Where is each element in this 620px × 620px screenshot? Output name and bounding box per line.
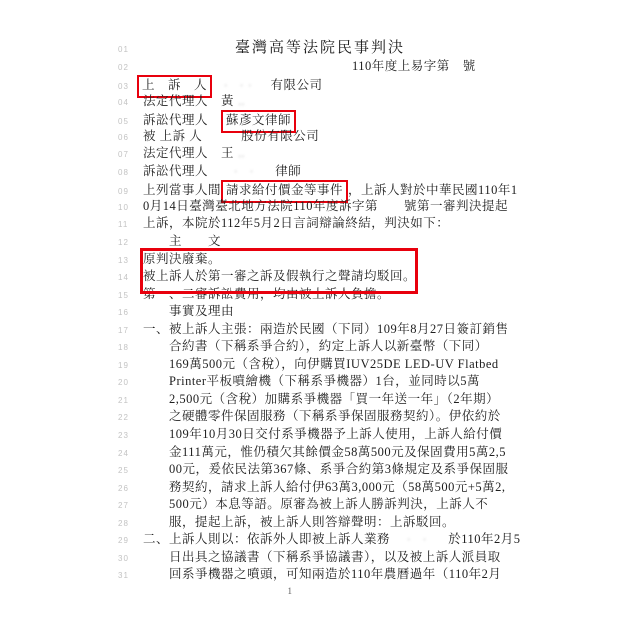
body-text: Printer平板噴繪機（下稱系爭機器）1台，並同時以5萬: [143, 374, 481, 389]
line-number: 24: [118, 448, 129, 458]
attorney-name-highlight: 蘇彥文律師: [221, 110, 296, 133]
facts-text-line: [100, 514, 540, 532]
litigation-attorney-label: 訴訟代理人: [143, 163, 235, 178]
line-number: 18: [118, 343, 129, 353]
body-text: 上列當事人間: [143, 183, 222, 198]
appellee-text: 被 上訴 人 股份有限公司: [143, 128, 320, 143]
body-text: 二、上訴人則以：依訴外人即被上訴人業務: [143, 532, 404, 547]
line-number: 02: [118, 62, 129, 72]
line-number: 30: [118, 553, 129, 563]
body-text: 之硬體零件保固服務（下稱系爭保固服務契約）。伊依約於: [143, 409, 501, 424]
facts-text-line: [100, 356, 540, 374]
line-number: 14: [118, 273, 129, 283]
body-text: 務契約，請求上訴人給付伊63萬3,000元（58萬500元+5萬2,: [143, 479, 506, 494]
facts-heading: 事實及理由: [143, 304, 235, 319]
body-text: ，上訴人對於中華民國110年1: [348, 183, 518, 198]
redacted-name: · ·: [407, 535, 432, 547]
line-number: 22: [118, 413, 129, 423]
appellee-line: [100, 128, 540, 146]
line-number: 13: [118, 255, 129, 265]
body-text: 於110年2月5: [435, 532, 521, 547]
facts-text-line: [100, 391, 540, 409]
body-text: 一、被上訴人主張：兩造於民國（下同）109年8月27日簽訂銷售: [143, 321, 509, 336]
body-text: 169萬500元（含稅），向伊購買IUV25DE LED-UV Flatbed: [143, 356, 499, 371]
line-number: 06: [118, 132, 129, 142]
facts-text-line: [100, 531, 540, 549]
main-text-heading: 主 文: [143, 234, 222, 249]
line-number: 19: [118, 360, 129, 370]
judgment-line: [100, 251, 540, 269]
line-number: 16: [118, 308, 129, 318]
facts-text-line: [100, 549, 540, 567]
line-number: 12: [118, 238, 129, 248]
line-number: 01: [118, 45, 129, 54]
body-text: 日出具之協議書（下稱系爭協議書），以及被上訴人派員取: [143, 549, 501, 564]
line-number: 26: [118, 483, 129, 493]
body-text: 2,500元（含稅）加購系爭機器「買一年送一年」（2年期）: [143, 391, 500, 406]
body-text: 合約書（下稱系爭合約），約定上訴人以新臺幣（下同）: [143, 339, 488, 354]
line-number: 29: [118, 536, 129, 546]
judgment-line: [100, 268, 540, 286]
body-text: 109年10月30日交付系爭機器予上訴人使用，上訴人給付價: [143, 427, 503, 442]
litigation-attorney-line: [100, 163, 540, 181]
body-text: 0月14日臺灣臺北地方法院110年度訴字第 號第一審判決提起: [143, 198, 509, 213]
appellant-company-suffix: 有限公司: [270, 78, 323, 93]
appellant-label-highlight: 上 訴 人: [137, 75, 212, 98]
case-number: 110年度上易字第 號: [352, 58, 476, 73]
case-number-line: [100, 58, 540, 76]
judgment-text: 被上訴人於第一審之訴及假執行之聲請均駁回。: [143, 269, 417, 284]
document-body: [100, 40, 540, 596]
litigation-attorney-label: 訴訟代理人: [143, 113, 222, 128]
judgment-text: 原判決廢棄。: [143, 251, 222, 266]
costs-line: [100, 286, 540, 304]
facts-text-line: [100, 444, 540, 462]
legal-representative-line: [100, 145, 540, 163]
legal-representative-text: 法定代理人 王: [143, 146, 235, 161]
line-number: 09: [118, 187, 129, 197]
body-text: 回系爭機器之噴頭，可知兩造於110年農曆過年（110年2月: [143, 567, 502, 582]
facts-text-line: [100, 373, 540, 391]
line-number: 23: [118, 431, 129, 441]
title-line: [100, 40, 540, 58]
line-number: 27: [118, 501, 129, 511]
legal-representative-text: 法定代理人 黃: [143, 93, 235, 108]
body-text: 00元，爰依民法第367條、系爭合約第3條規定及系爭保固服: [143, 462, 509, 477]
line-number: 17: [118, 325, 129, 335]
redacted-appellant-name: · ··: [224, 81, 257, 93]
redacted-name: ‥: [238, 96, 250, 108]
line-number: 10: [118, 202, 129, 212]
body-text: 第一、二審訴訟費用，均由被上訴人負擔。: [143, 286, 391, 301]
facts-text-line: [100, 496, 540, 514]
body-text: 500元）本息等語。原審為被上訴人勝訴判決，上訴人不: [143, 497, 489, 512]
litigation-attorney-line: [100, 110, 540, 128]
line-number: 05: [118, 117, 129, 127]
line-number: 15: [118, 290, 129, 300]
facts-text-line: [100, 408, 540, 426]
case-type-highlight: 請求給付價金等事件: [221, 180, 348, 203]
facts-text-line: [100, 566, 540, 584]
page-number: 1: [287, 585, 293, 596]
line-number: 28: [118, 518, 129, 528]
body-text: 金111萬元，惟仍積欠其餘價金58萬500元及保固費用5萬2,5: [143, 444, 506, 459]
redacted-name: ‥: [238, 149, 250, 161]
attorney-suffix: 律師: [262, 163, 302, 178]
facts-text-line: [100, 461, 540, 479]
line-number: 11: [118, 220, 129, 230]
body-text: 服，提起上訴，被上訴人則答辯聲明：上訴駁回。: [143, 514, 456, 529]
procedural-text-line: [100, 198, 540, 216]
line-number: 08: [118, 167, 129, 177]
line-number: 20: [118, 378, 129, 388]
legal-representative-line: [100, 93, 540, 111]
main-text-heading-line: [100, 233, 540, 251]
facts-text-line: [100, 321, 540, 339]
line-number: 21: [118, 395, 129, 405]
line-number: 03: [118, 82, 129, 92]
body-text: 上訴，本院於112年5月2日言詞辯論終結，判決如下：: [143, 216, 450, 231]
line-number: 07: [118, 150, 129, 160]
facts-heading-line: [100, 303, 540, 321]
facts-text-line: [100, 479, 540, 497]
facts-text-line: [100, 426, 540, 444]
line-number: 04: [118, 97, 129, 107]
line-number: 31: [118, 571, 129, 581]
appellant-line: [100, 75, 540, 93]
page-title: 臺灣高等法院民事判決: [235, 40, 406, 56]
redacted-name: · ·: [234, 166, 259, 178]
facts-text-line: [100, 338, 540, 356]
line-number: 25: [118, 466, 129, 476]
case-type-line: [100, 180, 540, 198]
procedural-text-line: [100, 215, 540, 233]
